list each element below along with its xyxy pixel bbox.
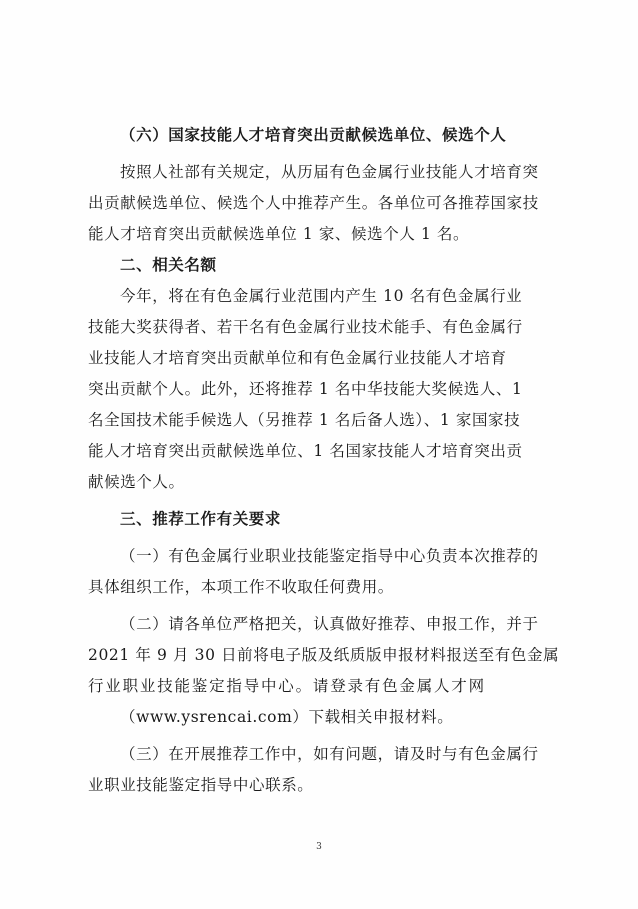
section-six-heading: （六）国家技能人才培育突出贡献候选单位、候选个人 (120, 126, 507, 144)
section-two-line: 技能大奖获得者、若干名有色金属行业技术能手、有色金属行 (88, 318, 523, 336)
section-three-para2-line: （二）请各单位严格把关，认真做好推荐、申报工作，并于 (120, 615, 539, 633)
section-six-line: 出贡献候选单位、候选个人中推荐产生。各单位可各推荐国家技 (88, 194, 539, 212)
section-two-line: 今年，将在有色金属行业范围内产生 10 名有色金属行业 (120, 287, 523, 305)
section-three-para3-line: 业职业技能鉴定指导中心联系。 (88, 776, 314, 794)
section-three-para1-line: 具体组织工作，本项工作不收取任何费用。 (88, 578, 394, 596)
section-two-line: 名全国技术能手候选人（另推荐 1 名后备人选）、1 家国家技 (88, 411, 521, 429)
document-body (88, 120, 578, 801)
section-two-heading: 二、相关名额 (120, 256, 217, 274)
section-three-para2-line: 2021 年 9 月 30 日前将电子版及纸质版申报材料报送至有色金属 (88, 646, 560, 664)
section-three-heading: 三、推荐工作有关要求 (120, 510, 282, 528)
section-two-line: 业技能人才培育突出贡献单位和有色金属行业技能人才培育 (88, 349, 507, 367)
section-six-line: 按照人社部有关规定，从历届有色金属行业技能人才培育突 (120, 163, 539, 181)
page-number: 3 (316, 842, 322, 852)
section-three-para2-line: （www.ysrencai.com）下载相关申报材料。 (120, 708, 454, 726)
section-six-line: 能人才培育突出贡献候选单位 1 家、候选个人 1 名。 (88, 225, 470, 243)
section-three-para1-line: （一）有色金属行业职业技能鉴定指导中心负责本次推荐的 (120, 547, 539, 565)
section-two-line: 献候选个人。 (88, 473, 185, 491)
section-three-para2-line: 行业职业技能鉴定指导中心。请登录有色金属人才网 (88, 677, 486, 695)
section-two-line: 能人才培育突出贡献候选单位、1 名国家技能人才培育突出贡 (88, 442, 523, 460)
section-two-line: 突出贡献个人。此外，还将推荐 1 名中华技能大奖候选人、1 (88, 380, 523, 398)
section-three-para3-line: （三）在开展推荐工作中，如有问题，请及时与有色金属行 (120, 745, 539, 763)
